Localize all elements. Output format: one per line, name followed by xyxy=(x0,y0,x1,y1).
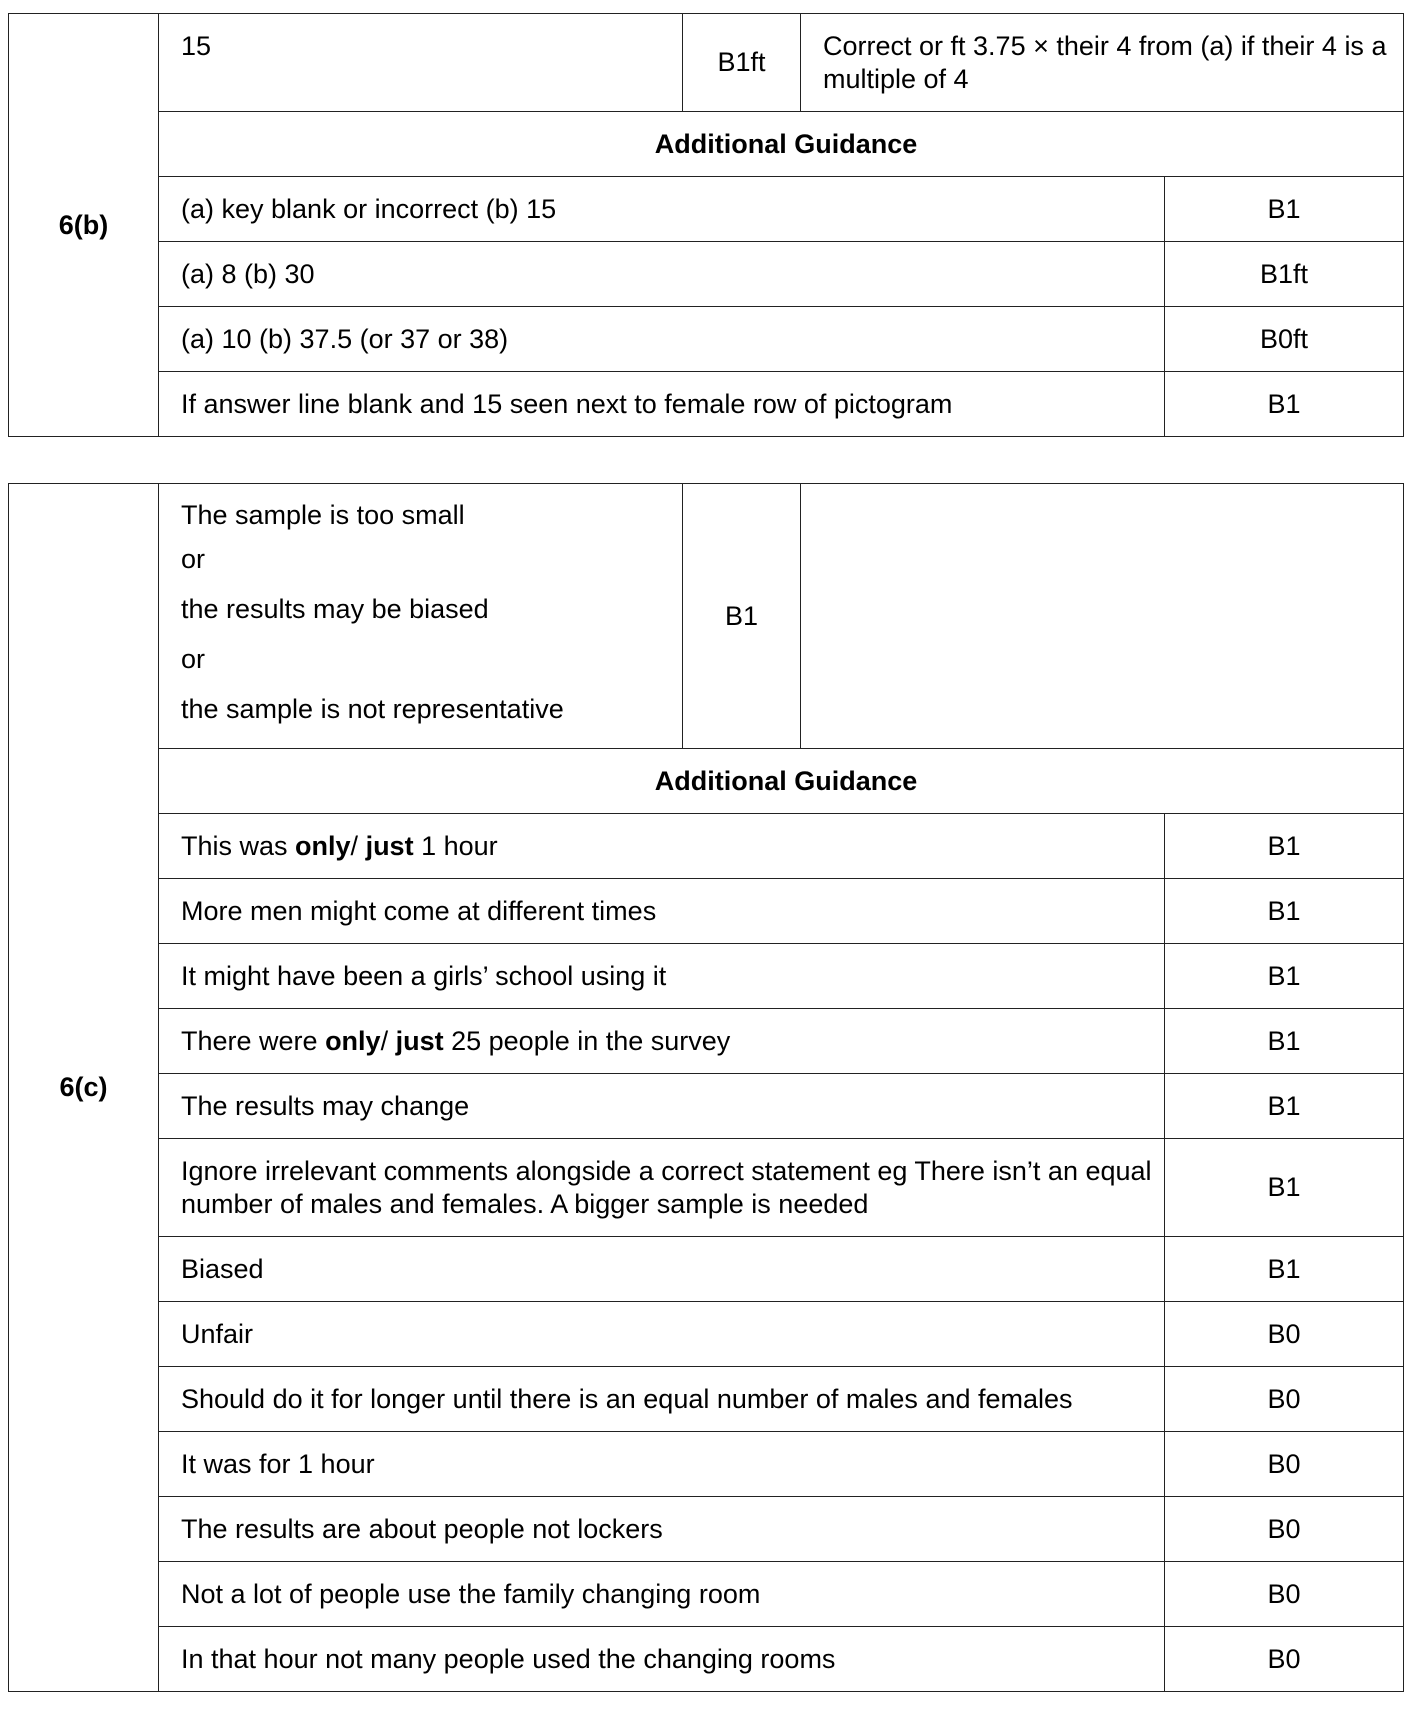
guidance-text: It might have been a girls’ school using it xyxy=(159,944,1165,1009)
guidance-text: If answer line blank and 15 seen next to female row of pictogram xyxy=(159,372,1165,437)
guidance-text: The results are about people not lockers xyxy=(159,1497,1165,1562)
guidance-mark: B1ft xyxy=(1165,242,1404,307)
guidance-mark: B1 xyxy=(1165,814,1404,879)
mark-scheme-table-6b xyxy=(8,13,1404,437)
guidance-text: (a) 8 (b) 30 xyxy=(159,242,1165,307)
guidance-row xyxy=(9,242,1404,307)
guidance-row xyxy=(9,1432,1404,1497)
guidance-row xyxy=(9,1074,1404,1139)
guidance-row xyxy=(9,1139,1404,1237)
guidance-mark: B0ft xyxy=(1165,307,1404,372)
question-number: 6(b) xyxy=(9,14,159,437)
mark-cell: B1 xyxy=(683,484,801,749)
guidance-heading: Additional Guidance xyxy=(159,749,1404,814)
guidance-row xyxy=(9,372,1404,437)
guidance-text: Ignore irrelevant comments alongside a correct statement eg There isn’t an equal number of males and females. A bigger sample is needed xyxy=(159,1139,1165,1237)
guidance-row xyxy=(9,879,1404,944)
guidance-row xyxy=(9,1627,1404,1692)
mark-scheme-table-6c xyxy=(8,483,1404,1692)
guidance-row xyxy=(9,1367,1404,1432)
guidance-mark: B1 xyxy=(1165,1237,1404,1302)
guidance-text: There were only/ just 25 people in the survey xyxy=(159,1009,1165,1074)
guidance-row xyxy=(9,1009,1404,1074)
guidance-row xyxy=(9,1497,1404,1562)
guidance-text: This was only/ just 1 hour xyxy=(159,814,1165,879)
guidance-text: In that hour not many people used the changing rooms xyxy=(159,1627,1165,1692)
answer-line: or xyxy=(181,544,206,574)
guidance-text: The results may change xyxy=(159,1074,1165,1139)
guidance-text: Biased xyxy=(159,1237,1165,1302)
answer-line: the sample is not representative xyxy=(181,694,564,724)
guidance-mark: B0 xyxy=(1165,1432,1404,1497)
guidance-mark: B1 xyxy=(1165,944,1404,1009)
answer-line: The sample is too small xyxy=(181,500,465,530)
guidance-mark: B0 xyxy=(1165,1367,1404,1432)
guidance-text: It was for 1 hour xyxy=(159,1432,1165,1497)
answer-cell xyxy=(159,484,683,749)
guidance-row xyxy=(9,307,1404,372)
guidance-text: Not a lot of people use the family changing room xyxy=(159,1562,1165,1627)
guidance-text: More men might come at different times xyxy=(159,879,1165,944)
answer-line: or xyxy=(181,644,206,674)
guidance-row xyxy=(9,814,1404,879)
guidance-mark: B0 xyxy=(1165,1302,1404,1367)
guidance-mark: B1 xyxy=(1165,879,1404,944)
guidance-row xyxy=(9,177,1404,242)
guidance-text: Unfair xyxy=(159,1302,1165,1367)
guidance-row xyxy=(9,1302,1404,1367)
mark-cell: B1ft xyxy=(683,14,801,112)
guidance-row xyxy=(9,1562,1404,1627)
guidance-mark: B1 xyxy=(1165,177,1404,242)
question-number: 6(c) xyxy=(9,484,159,1692)
answer-line: the results may be biased xyxy=(181,594,489,624)
guidance-row xyxy=(9,1237,1404,1302)
guidance-mark: B1 xyxy=(1165,372,1404,437)
guidance-text: Should do it for longer until there is an equal number of males and females xyxy=(159,1367,1165,1432)
guidance-mark: B1 xyxy=(1165,1009,1404,1074)
comment-cell: Correct or ft 3.75 × their 4 from (a) if their 4 is a multiple of 4 xyxy=(801,14,1404,112)
guidance-mark: B0 xyxy=(1165,1497,1404,1562)
comment-cell xyxy=(801,484,1404,749)
guidance-mark: B1 xyxy=(1165,1074,1404,1139)
guidance-text: (a) 10 (b) 37.5 (or 37 or 38) xyxy=(159,307,1165,372)
guidance-row xyxy=(9,944,1404,1009)
guidance-mark: B1 xyxy=(1165,1139,1404,1237)
guidance-text: (a) key blank or incorrect (b) 15 xyxy=(159,177,1165,242)
guidance-mark: B0 xyxy=(1165,1627,1404,1692)
guidance-mark: B0 xyxy=(1165,1562,1404,1627)
guidance-heading: Additional Guidance xyxy=(159,112,1404,177)
answer-cell: 15 xyxy=(159,14,683,112)
